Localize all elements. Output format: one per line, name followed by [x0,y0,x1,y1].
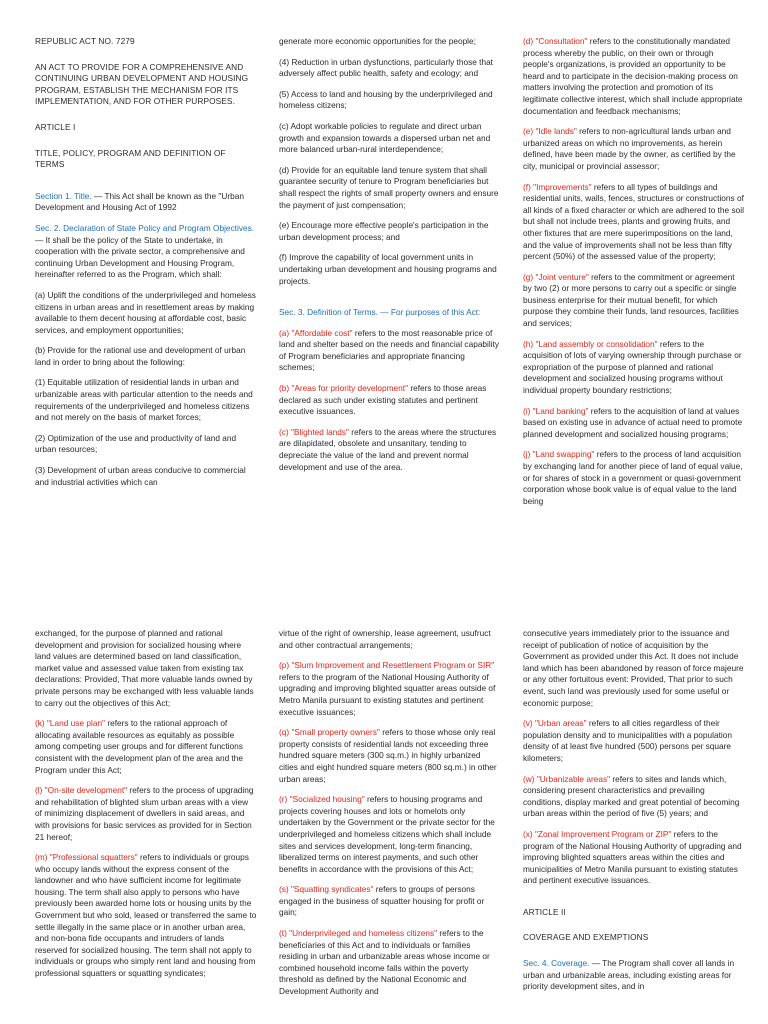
defined-term: (p) "Slum Improvement and Resettlement Program or SIR" [279,660,495,671]
paragraph [279,427,501,473]
defined-term: (k) "Land use plan" [35,718,106,729]
paragraph-text: — The Program shall cover all lands in urban and urbanizable areas, including existing areas for priority development sites, and in [523,958,735,992]
paragraph-text: refers to those whose only real property consists of residential lands not exceeding three hundred square meters (300 sq.m.) in highly urbanized cities and eight hundred square meters (800 sq.m.) in other urban areas; [279,727,497,784]
paragraph [523,774,745,820]
text-column-2 [279,36,501,506]
text-column-2 [279,628,501,1024]
defined-term: (r) "Socialized housing" [279,794,365,805]
defined-term: (w) "Urbanizable areas" [523,773,611,784]
paragraph [279,220,501,243]
paragraph-text: refers to the acquisition of land at values based on existing use in advance of actual need to promote planned development and socialized housing programs; [523,405,743,439]
paragraph-text: refers to individuals or groups who occupy lands without the express consent of the landowner and who have sufficient income for legitimate housing. The term shall also apply to persons who have previously been awarded home lots or housing units by the Government but who sold, leased or transferred the same to settle illegally in the same place or in another urban area, and non-bona fide occupants and intruders of lands reserved for socialized housing. The term shall not apply to individuals or groups who simply rent land and housing from professional squatters or squatting syndicates; [35,852,257,979]
paragraph-text: (d) Provide for an equitable land tenure system that shall guarantee security of tenure to Program beneficiaries but shall respect the rights of small property owners and ensure the payment of just compensation; [279,164,499,210]
paragraph [279,165,501,211]
paragraph [279,727,501,785]
section-heading: Sec. 2. Declaration of State Policy and Program Objectives. [35,222,255,233]
paragraph-text: (f) Improve the capability of local government units in undertaking urban development and housing programs and projects. [279,252,497,286]
paragraph-text: exchanged, for the purpose of planned and rational development and provision for socialized housing where land values are determined based on land classification, market value and assessed value taken from existing tax declarations: Provided, That more valuable lands owned by private persons may be exchanged with less valuable lands to carry out the objectives of this Act; [35,628,254,708]
paragraph [523,36,745,117]
defined-term: (v) "Urban areas" [523,718,587,729]
paragraph [279,328,501,374]
paragraph [35,465,257,488]
paragraph-text: refers to non-agricultural lands urban and urbanized areas on which no improvements, as herein defined, have been made by the owner, as certified by the city, municipal or provincial assessor; [523,126,736,171]
document-page-2 [0,512,768,1024]
paragraph [35,191,257,214]
defined-term: (g) "Joint venture" [523,271,589,282]
paragraph-text: (c) Adopt workable policies to regulate and direct urban growth and expansion towards a dispersed urban net and more balanced urban-rural interdependence; [279,120,491,155]
paragraph-text: refers to the process of land acquisition by exchanging land for another piece of land of equal value, or for shares of stock in a government or quasi-government corporation whose book value is of equal value to the land being [523,449,743,506]
paragraph-text: refers to the commitment or agreement by two (2) or more persons to carry out a specific or single business enterprise for their mutual benefit, for which purpose they combine their funds, land resources, facilities and services; [523,271,739,329]
defined-term: (e) "Idle lands" [523,126,577,137]
paragraph [35,62,257,108]
paragraph [35,852,257,980]
text-column-3 [523,36,745,506]
paragraph-text: refers to the program of the National Housing Authority of upgrading and improving blighted squatter areas outside of Metro Manila pursuant to existing statutes and pertinent executive issuances; [279,671,496,717]
paragraph-text: virtue of the right of ownership, lease agreement, usufruct and other contractual arrangements; [279,628,491,650]
paragraph-text: refers to all cities regardless of their population density and to municipalities with a population density of at least five hundred (500) persons per square kilometers; [523,718,732,763]
paragraph [279,660,501,718]
text-column-1 [35,36,257,506]
defined-term: (m) "Professional squatters" [35,852,138,863]
paragraph [35,36,257,48]
paragraph [523,829,745,887]
paragraph [35,628,257,709]
paragraph-text: (3) Development of urban areas conducive to commercial and industrial activities which can [35,465,246,487]
paragraph-text: refers to housing programs and projects covering houses and lots or homelots only undertaken by the Government or the private sector for the underprivileged and homeless citizens which shall include sites and services development, long-term financing, liberalized terms on interest payments, and such other benefits in accordance with the provisions of this Act; [279,794,495,874]
paragraph [523,126,745,172]
paragraph-text: consecutive years immediately prior to the issuance and receipt of publication of notice of acquisition by the Government as provided under this Act. It does not include land which has been abandoned by reason of force majeure or any other fortuitous event: Provided, That prior to such event, such land was previously used for some useful or economic purpose; [523,628,744,708]
paragraph-text: (a) Uplift the conditions of the underprivileged and homeless citizens in urban areas and in resettlement areas by making available to them decent housing at affordable cost, basic services, and employment opportunities; [35,289,256,335]
paragraph [523,958,745,993]
paragraph [35,290,257,336]
section-heading: Section 1. Title. [35,190,92,201]
paragraph-text: (1) Equitable utilization of residential lands in urban and urbanizable areas with particular attention to the needs and requirements of the underprivileged and homeless citizens and not merely on the basis of market forces; [35,377,253,423]
paragraph [523,406,745,441]
text-column-3 [523,628,745,1024]
defined-term: (t) "Underprivileged and homeless citizens" [279,928,438,939]
paragraph [279,928,501,998]
paragraph [523,628,745,709]
paragraph-text: AN ACT TO PROVIDE FOR A COMPREHENSIVE AND CONTINUING URBAN DEVELOPMENT AND HOUSING PROGRAM, ESTABLISH THE MECHANISM FOR ITS IMPLEMENTATION, AND FOR OTHER PURPOSES. [35,61,249,107]
section-heading: Sec. 3. Definition of Terms. — For purposes of this Act: [279,307,481,318]
defined-term: (i) "Land banking" [523,405,589,416]
paragraph-text: (2) Optimization of the use and productivity of land and urban resources; [35,432,237,455]
paragraph [35,223,257,281]
paragraph-text: (4) Reduction in urban dysfunctions, particularly those that adversely affect public health, safety and ecology; and [279,56,493,79]
defined-term: (s) "Squatting syndicates" [279,884,374,895]
paragraph-text: (e) Encourage more effective people's participation in the urban development process; and [279,220,489,242]
paragraph-text: refers to the rational approach of allocating available resources as equitably as possible among competing user groups and for different functions consistent with the development plan of the area and the Program under this Act; [35,718,244,775]
paragraph-text: ARTICLE I [35,121,76,132]
defined-term: (b) "Areas for priority development" [279,383,409,394]
text-column-1 [35,628,257,1024]
paragraph-text: refers to those areas declared as such under existing statutes and pertinent executive issuances. [279,383,487,417]
defined-term: (l) "On-site development" [35,785,128,796]
paragraph [35,148,257,171]
paragraph-text: — It shall be the policy of the State to undertake, in cooperation with the private sector, a comprehensive and continuing Urban Development and Housing Program, hereinafter referred to as the Program, which shall: [35,234,245,280]
paragraph [523,272,745,330]
paragraph [279,884,501,919]
defined-term: (x) "Zonal Improvement Program or ZIP" [523,828,672,839]
paragraph [35,345,257,368]
paragraph [523,718,745,764]
paragraph [279,383,501,418]
paragraph [279,307,501,319]
paragraph [35,377,257,423]
paragraph-text: — This Act shall be known as the "Urban Development and Housing Act of 1992 [35,190,244,213]
paragraph [35,785,257,843]
paragraph [279,252,501,287]
paragraph-text: refers to sites and lands which, considering present characteristics and prevailing conditions, display marked and great potential of becoming urban areas within the period of five (5) years; and [523,773,740,819]
paragraph-text: refers to the constitutionally mandated process whereby the public, on their own or through people's organizations, is provided an opportunity to be heard and to participate in the decision-making process on matters involving the protection and promotion of its legitimate collective interest, which shall include appropriate documentation and feedback mechanisms; [523,36,743,116]
paragraph-text: refers to the areas where the structures are dilapidated, obsolete and unsanitary, tending to depreciate the value of the land and prevent normal development and use of the area. [279,426,497,472]
paragraph [35,122,257,134]
paragraph-text: ARTICLE II [523,906,566,917]
paragraph-text: refers to the beneficiaries of this Act and to individuals or families residing in urban and urbanizable areas whose income or combined household income falls within the poverty threshold as defined by the National Economic and Development Authority and [279,928,490,997]
paragraph-text: TITLE, POLICY, PROGRAM AND DEFINITION OF TERMS [35,147,226,170]
defined-term: (j) "Land swapping" [523,449,595,460]
paragraph [279,57,501,80]
paragraph [523,339,745,397]
paragraph [523,449,745,506]
paragraph-text: (b) Provide for the rational use and development of urban land in order to bring about the following: [35,345,246,367]
paragraph-text: generate more economic opportunities for the people; [279,36,476,46]
paragraph [523,907,745,919]
paragraph [279,89,501,112]
defined-term: (h) "Land assembly or consolidation" [523,338,658,349]
paragraph-text: refers to groups of persons engaged in the business of squatter housing for profit or gain; [279,884,485,918]
paragraph [35,433,257,456]
paragraph-text: refers to the acquisition of lots of varying ownership through purchase or expropriation of the purpose of planned and rational development and socialized housing programs without individual property boundary restrictions; [523,338,742,396]
paragraph-text: (5) Access to land and housing by the underprivileged and homeless citizens; [279,88,493,111]
paragraph [279,121,501,156]
paragraph [523,182,745,263]
defined-term: (a) "Affordable cost" [279,327,353,338]
paragraph-text: COVERAGE AND EXEMPTIONS [523,932,649,943]
paragraph-text: refers to the most reasonable price of land and shelter based on the needs and financial capability of Program beneficiaries and appropriate financing schemes; [279,327,500,373]
paragraph [279,36,501,48]
paragraph [279,794,501,875]
paragraph-text: REPUBLIC ACT NO. 7279 [35,36,135,46]
defined-term: (q) "Small property owners" [279,727,380,738]
paragraph [279,628,501,651]
defined-term: (f) "Improvements" [523,181,592,192]
paragraph-text: refers to the program of the National Housing Authority of upgrading and improving blighted squatters areas within the cities and municipalities of Metro Manila pursuant to existing statutes and pertinent executive issuances. [523,828,742,886]
paragraph-text: refers to all types of buildings and residential units, walls, fences, structures or constructions of all kinds of a fixed character or which are adhered to the soil but shall not include trees, plants and growing fruits, and other fixtures that are mere superimpositions on the land, and the value of improvements shall not be less than fifty percent (50%) of the assessed value of the property; [523,181,744,262]
defined-term: (d) "Consultation" [523,36,588,46]
section-heading: Sec. 4. Coverage. [523,958,590,969]
paragraph [523,932,745,944]
paragraph-text: refers to the process of upgrading and rehabilitation of blighted slum urban areas with a view of minimizing displacement of dwellers in said areas, and with provisions for basic services as provided for in Section 21 hereof; [35,785,254,842]
defined-term: (c) "Blighted lands" [279,426,349,437]
paragraph [35,718,257,776]
